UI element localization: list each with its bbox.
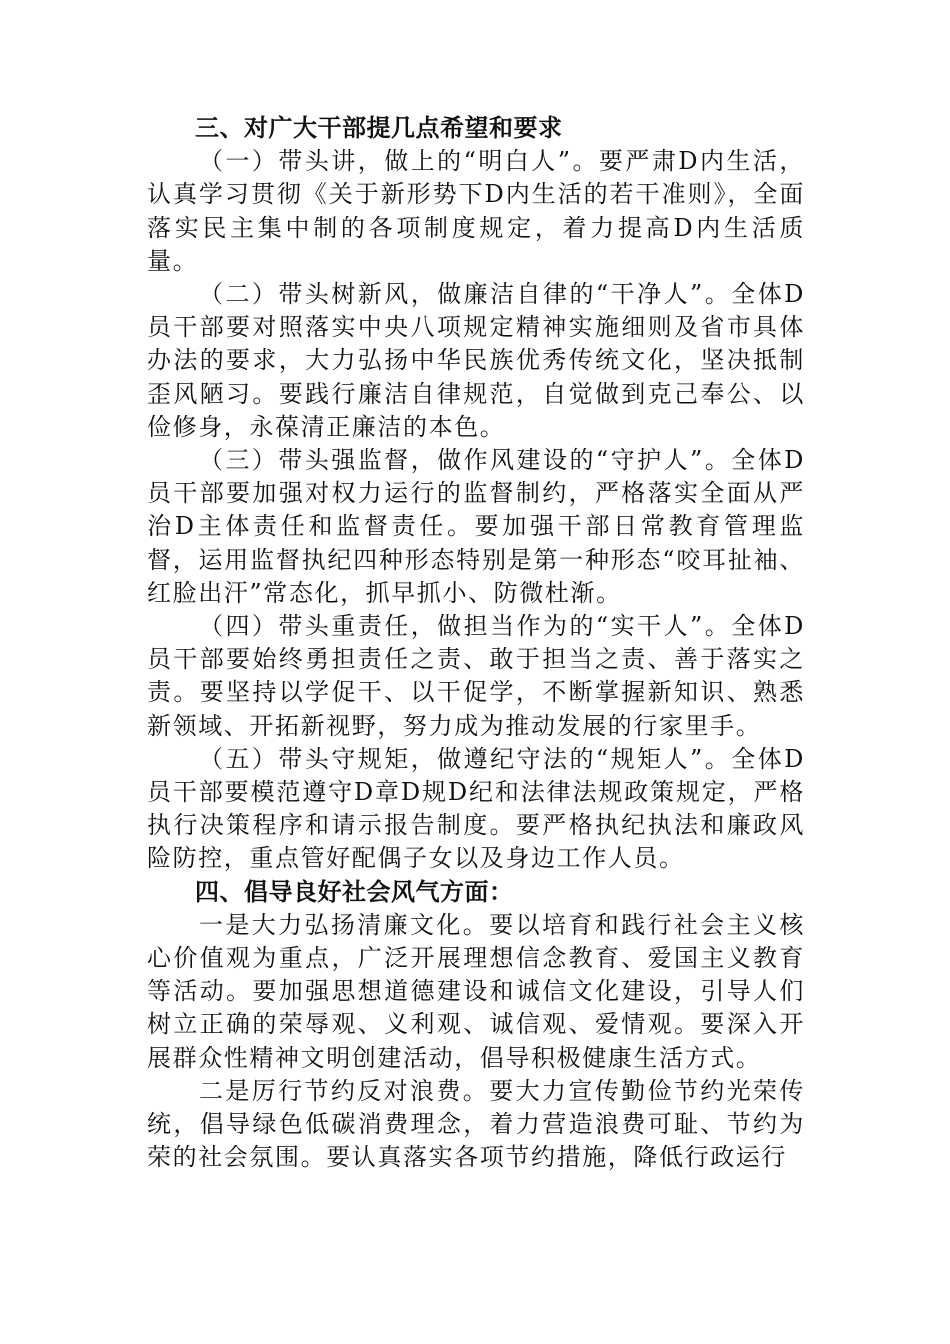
- paragraph: （一）带头讲，做上的“明白人”。要严肃D内生活，认真学习贯彻《关于新形势下D内生活的若干准则》，全面落实民主集中制的各项制度规定，着力提高D内生活质量。: [147, 147, 805, 275]
- paragraph: （二）带头树新风，做廉洁自律的“干净人”。全体D员干部要对照落实中央八项规定精神实施细则及省市具体办法的要求，大力弘扬中华民族优秀传统文化，坚决抵制歪风陋习。要践行廉洁自律规范，自觉做到克己奉公、以俭修身，永葆清正廉洁的本色。: [147, 280, 805, 441]
- paragraph: （五）带头守规矩，做遵纪守法的“规矩人”。全体D员干部要模范遵守D章D规D纪和法律法规政策规定，严格执行决策程序和请示报告制度。要严格执纪执法和廉政风险防控，重点管好配偶子女以及身边工作人员。: [147, 744, 805, 873]
- document-body: [147, 112, 805, 1175]
- paragraph: 二是厉行节约反对浪费。要大力宣传勤俭节约光荣传统，倡导绿色低碳消费理念，着力营造浪费可耻、节约为荣的社会氛围。要认真落实各项节约措施，降低行政运行: [147, 1076, 805, 1172]
- section-heading-4: 四、倡导良好社会风气方面：: [195, 877, 514, 906]
- paragraph: （四）带头重责任，做担当作为的“实干人”。全体D员干部要始终勇担责任之责、敢于担当之责、善于落实之责。要坚持以学促干、以干促学，不断掌握新知识、熟悉新领域、开拓新视野，努力成为推动发展的行家里手。: [147, 612, 805, 740]
- paragraph: （三）带头强监督，做作风建设的“守护人”。全体D员干部要加强对权力运行的监督制约，严格落实全面从严治D主体责任和监督责任。要加强干部日常教育管理监督，运用监督执纪四种形态特别是第一种形态“咬耳扯袖、红脸出汗”常态化，抓早抓小、防微杜渐。: [147, 446, 805, 607]
- section-heading-3: 三、对广大干部提几点希望和要求: [195, 114, 563, 142]
- paragraph: 一是大力弘扬清廉文化。要以培育和践行社会主义核心价值观为重点，广泛开展理想信念教育、爱国主义教育等活动。要加强思想道德建设和诚信文化建设，引导人们树立正确的荣辱观、义利观、诚信观、爱情观。要深入开展群众性精神文明创建活动，倡导积极健康生活方式。: [147, 910, 805, 1072]
